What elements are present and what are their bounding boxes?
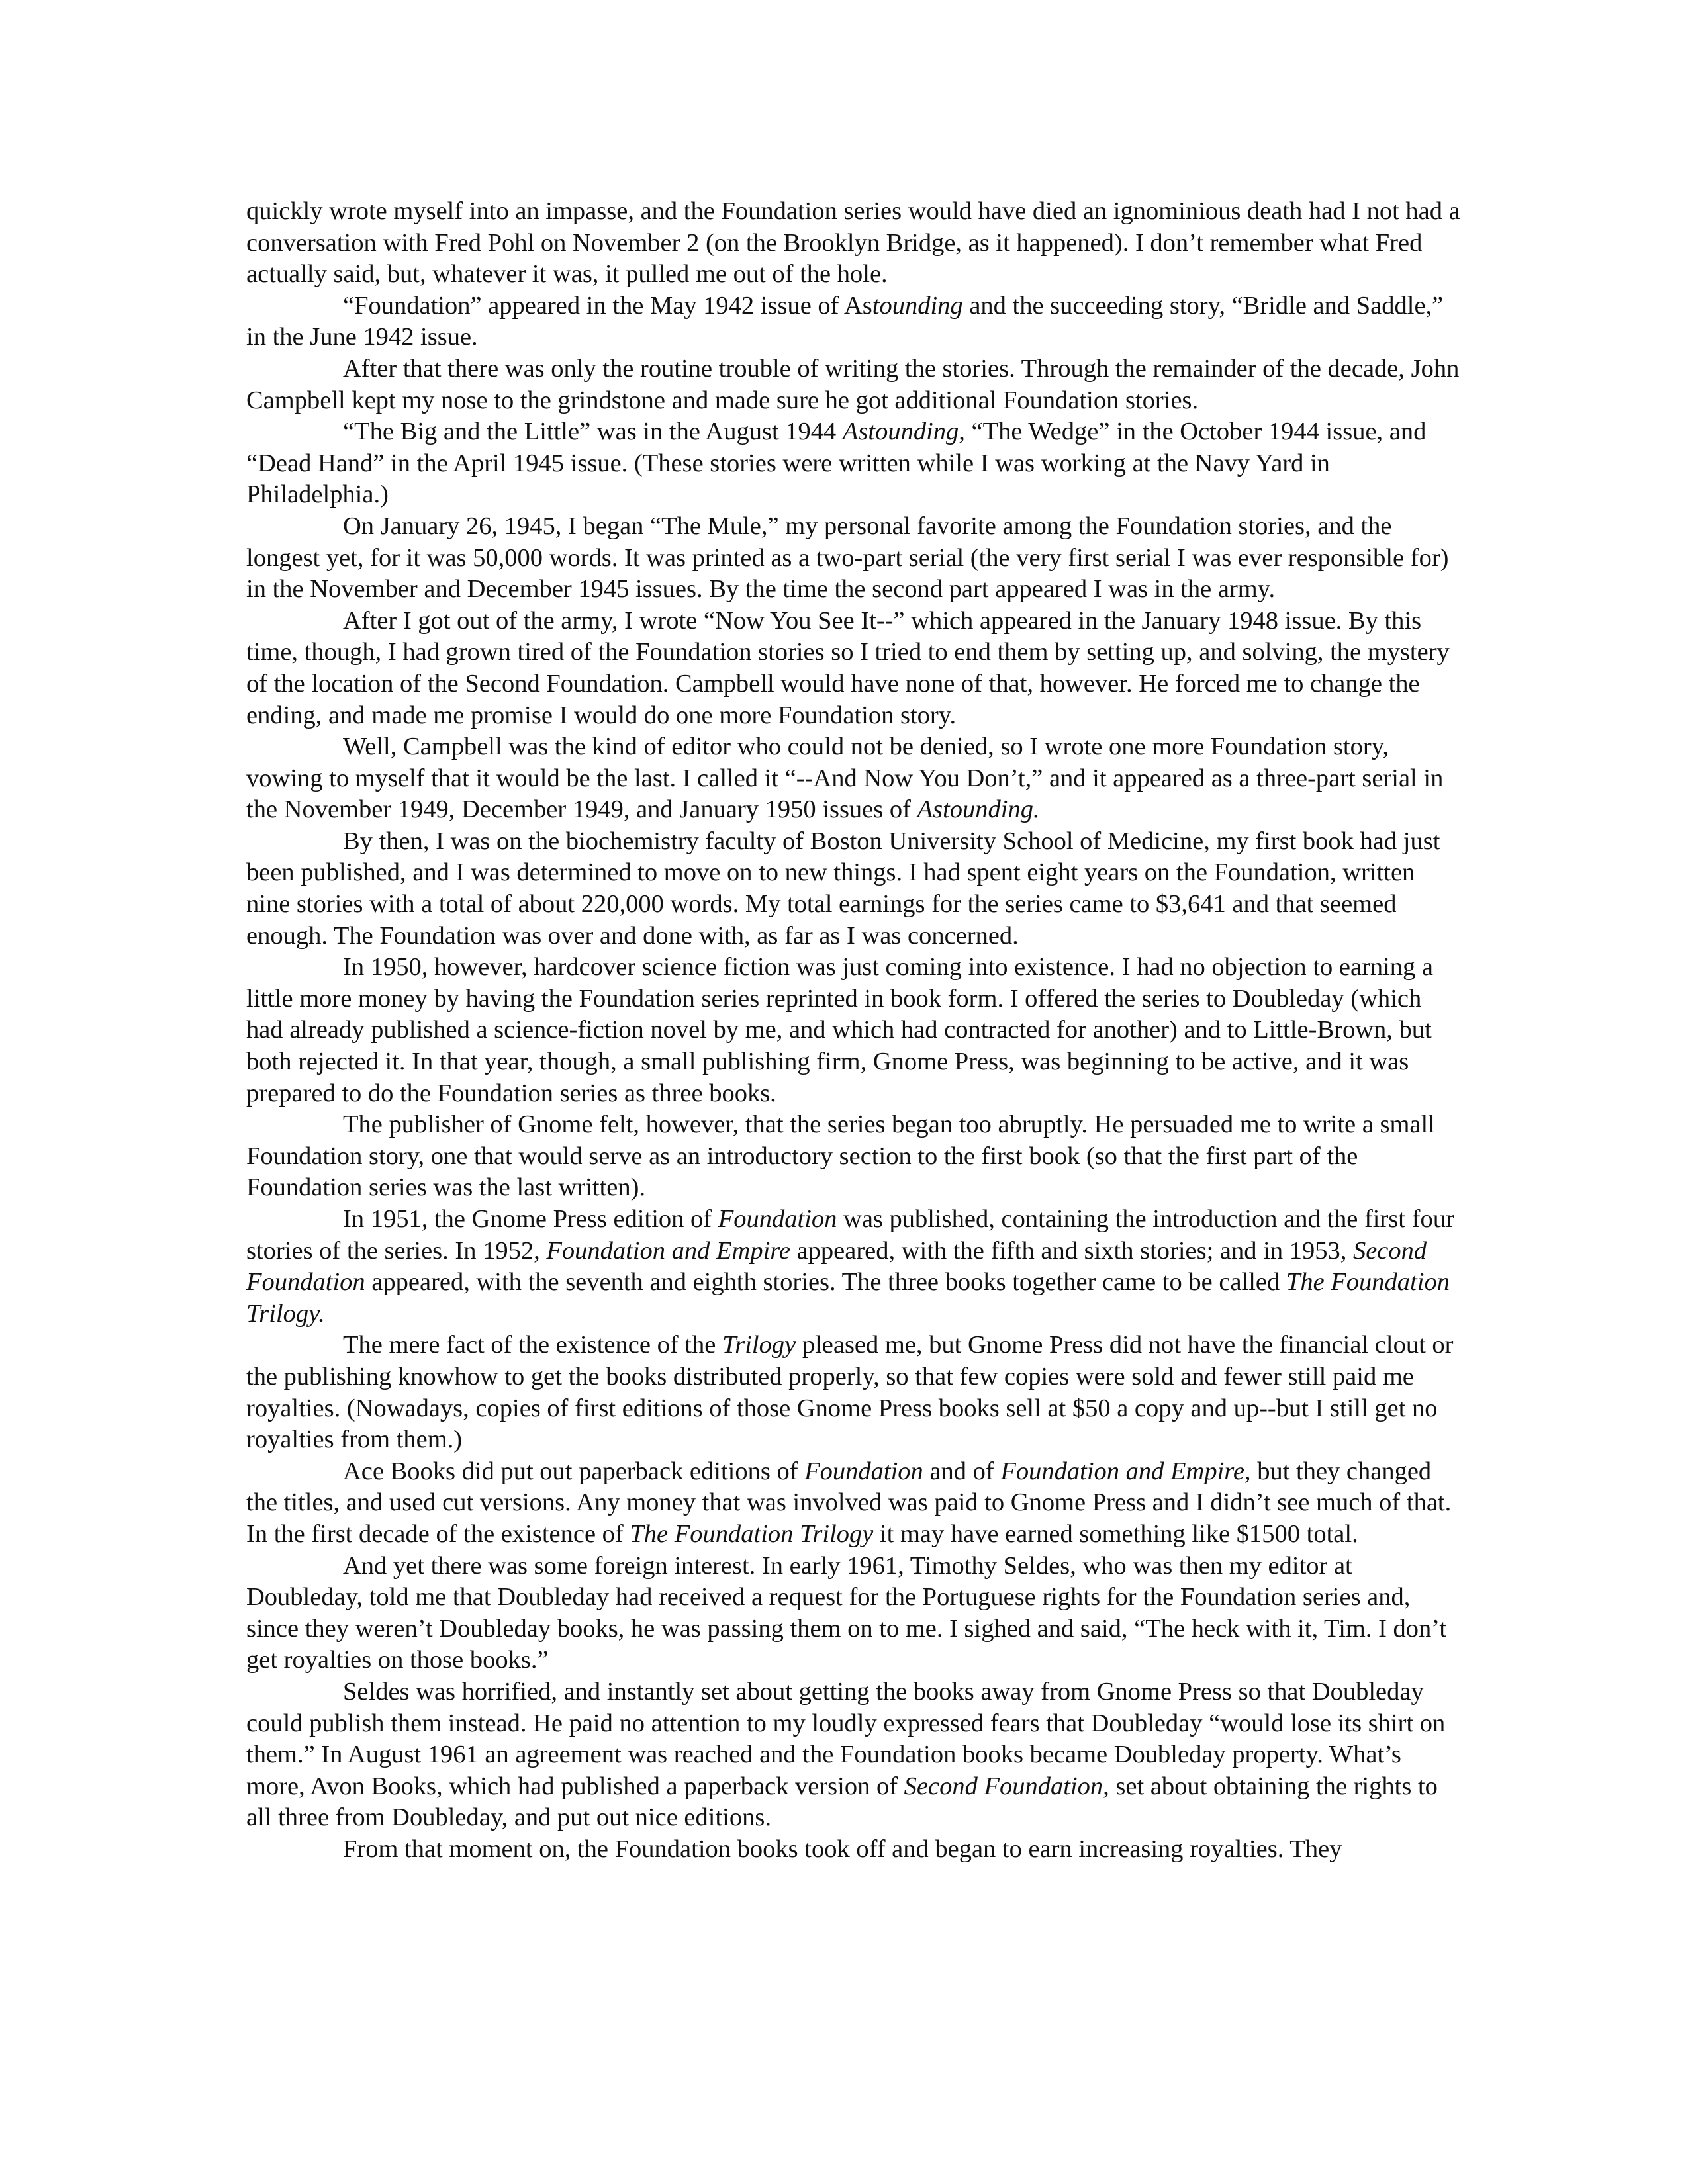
paragraph-p14 <box>246 1551 1464 1676</box>
paragraph-p9 <box>246 952 1464 1109</box>
italic-title-text: Foundation <box>718 1205 837 1233</box>
italic-title-text: Astounding, <box>842 418 965 446</box>
italic-title-text: Foundation <box>804 1457 923 1485</box>
paragraph-text: “Foundation” appeared in the May 1942 issue of As <box>343 291 872 320</box>
paragraph-text: And yet there was some foreign interest. In early 1961, Timothy Seldes, who was then my editor at Doubleday, told me that Doubleday had received a request for the Portuguese rights for the Foundation series and, since they weren’t Doubleday books, he was passing them on to me. I sighed and said, “The heck with it, Tim. I don’t get royalties on those books.” <box>246 1551 1447 1674</box>
paragraph-text: but they changed the titles, and used cut versions. Any money that was involved was paid to Gnome Press and I didn’t see much of that. In the first decade of the existence of <box>246 1457 1452 1548</box>
paragraph-p2 <box>246 291 1464 353</box>
paragraph-text: appeared, with the seventh and eighth stories. The three books together came to be called <box>365 1268 1286 1297</box>
paragraph-text: “The Big and the Little” was in the August 1944 <box>343 418 843 446</box>
paragraph-text: it may have earned something like $1500 total. <box>873 1520 1358 1548</box>
italic-title-text: The Foundation Trilogy <box>630 1520 874 1548</box>
paragraph-p4 <box>246 416 1464 511</box>
paragraph-p16 <box>246 1834 1464 1866</box>
paragraph-text: and the succeeding story, “Bridle and Saddle,” in the June 1942 issue. <box>246 291 1444 351</box>
paragraph-text: By then, I was on the biochemistry faculty of Boston University School of Medicine, my first book had just been published, and I was determined to move on to new things. I had spent eight years on the Foundation, written nine stories with a total of about 220,000 words. My total earnings for the series came to $3,641 and that seemed enough. The Foundation was over and done with, as far as I was concerned. <box>246 827 1440 950</box>
paragraph-p8 <box>246 826 1464 952</box>
paragraph-text: “The Wedge” in the October 1944 issue, and “Dead Hand” in the April 1945 issue. (These stories were written while I was working at the Navy Yard in Philadelphia.) <box>246 418 1427 509</box>
paragraph-p11 <box>246 1204 1464 1330</box>
paragraph-p13 <box>246 1456 1464 1551</box>
paragraph-text: The publisher of Gnome felt, however, that the series began too abruptly. He persuaded me to write a small Foundation story, one that would serve as an introductory section to the first book (so that the first part of the Foundation series was the last written). <box>246 1111 1435 1202</box>
paragraph-text: Seldes was horrified, and instantly set about getting the books away from Gnome Press so that Doubleday could publish them instead. He paid no attention to my loudly expressed fears that Doubleday “would lose its shirt on them.” In August 1961 an agreement was reached and the Foundation books became Doubleday property. What’s more, Avon Books, which had published a paperback version of <box>246 1677 1446 1800</box>
paragraph-text: After I got out of the army, I wrote “Now You See It--” which appeared in the January 1948 issue. By this time, though, I had grown tired of the Foundation stories so I tried to end them by setting up, and solving, the mystery of the location of the Second Foundation. Campbell would have none of that, however. He forced me to change the ending, and made me promise I would do one more Foundation story. <box>246 606 1450 729</box>
italic-title-text: Astounding. <box>917 796 1040 824</box>
paragraph-text: In 1951, the Gnome Press edition of <box>343 1205 718 1233</box>
italic-title-text: Second Foundation <box>246 1236 1427 1297</box>
paragraph-text: After that there was only the routine trouble of writing the stories. Through the remainder of the decade, John Campbell kept my nose to the grindstone and made sure he got additional Foundation stories. <box>246 354 1460 414</box>
paragraph-p15 <box>246 1676 1464 1834</box>
paragraph-text: pleased me, but Gnome Press did not have the financial clout or the publishing knowhow to get the books distributed properly, so that few copies were sold and fewer still paid me royalties. (Nowadays, copies of first editions of those Gnome Press books sell at $50 a copy and up--but I still get no royalties from them.) <box>246 1331 1454 1454</box>
italic-title-text: Foundation and Empire, <box>1000 1457 1251 1485</box>
paragraph-text: appeared, with the fifth and sixth stories; and in 1953, <box>790 1236 1353 1265</box>
paragraph-text: Well, Campbell was the kind of editor who could not be denied, so I wrote one more Foundation story, vowing to myself that it would be the last. I called it “--And Now You Don’t,” and it appeared as a three-part serial in the November 1949, December 1949, and January 1950 issues of <box>246 733 1444 824</box>
paragraph-p7 <box>246 731 1464 826</box>
paragraph-text: The mere fact of the existence of the <box>343 1331 722 1359</box>
paragraph-p12 <box>246 1330 1464 1455</box>
paragraph-text: In 1950, however, hardcover science fiction was just coming into existence. I had no objection to earning a little more money by having the Foundation series reprinted in book form. I offered the series to Doubleday (which had already published a science-fiction novel by me, and which had contracted for another) and to Little-Brown, but both rejected it. In that year, though, a small publishing firm, Gnome Press, was beginning to be active, and it was prepared to do the Foundation series as three books. <box>246 953 1434 1107</box>
paragraph-text: was published, containing the introduction and the first four stories of the series. In 1952, <box>246 1205 1454 1265</box>
paragraph-p3 <box>246 353 1464 416</box>
paragraph-text: From that moment on, the Foundation books took off and began to earn increasing royalties. They <box>343 1835 1342 1863</box>
paragraph-p6 <box>246 606 1464 731</box>
italic-title-text: Trilogy <box>722 1331 796 1359</box>
italic-title-text: Foundation and Empire <box>546 1236 790 1265</box>
paragraph-p1 <box>246 196 1464 291</box>
paragraph-text: and of <box>923 1457 1001 1485</box>
paragraph-p5 <box>246 511 1464 606</box>
paragraph-text: set about obtaining the rights to all three from Doubleday, and put out nice editions. <box>246 1772 1438 1832</box>
italic-title-text: tounding <box>872 291 963 320</box>
paragraph-text: quickly wrote myself into an impasse, and the Foundation series would have died an ignominious death had I not had a conversation with Fred Pohl on November 2 (on the Brooklyn Bridge, as it happened). I don’t remember what Fred actually said, but, whatever it was, it pulled me out of the hole. <box>246 197 1460 289</box>
italic-title-text: Second Foundation, <box>904 1772 1109 1800</box>
paragraph-text: Ace Books did put out paperback editions of <box>343 1457 805 1485</box>
paragraph-text: On January 26, 1945, I began “The Mule,” my personal favorite among the Foundation stories, and the longest yet, for it was 50,000 words. It was printed as a two-part serial (the very first serial I was ever responsible for) in the November and December 1945 issues. By the time the second part appeared I was in the army. <box>246 512 1449 604</box>
paragraph-p10 <box>246 1109 1464 1204</box>
document-page <box>246 196 1464 1865</box>
italic-title-text: The Foundation Trilogy. <box>246 1268 1450 1328</box>
